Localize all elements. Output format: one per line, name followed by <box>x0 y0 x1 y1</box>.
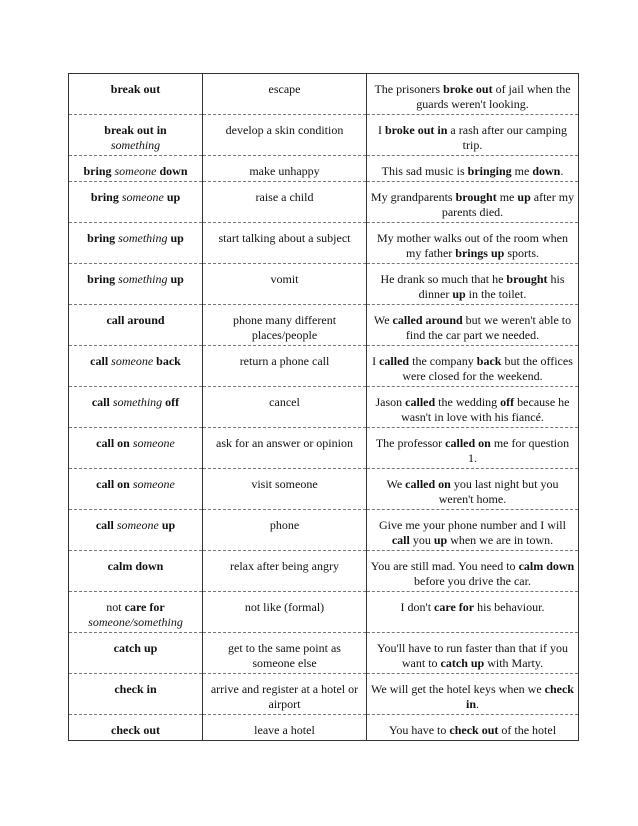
meaning-text: vomit <box>270 272 299 286</box>
object-placeholder: something <box>110 138 161 152</box>
table-row <box>69 264 579 305</box>
example-text: with Marty. <box>484 656 544 670</box>
phrasal-verb-cell <box>69 115 203 156</box>
example-highlight: brings up <box>455 246 505 260</box>
object-placeholder: something <box>118 231 168 245</box>
verb-part: call <box>95 518 117 532</box>
phrasal-verb-cell <box>69 633 203 674</box>
phrasal-verb-cell <box>69 387 203 428</box>
verb-part: call around <box>106 313 165 327</box>
example-cell <box>367 156 579 182</box>
verb-part: care for <box>124 600 165 614</box>
meaning-text: start talking about a subject <box>218 231 351 245</box>
example-cell <box>367 264 579 305</box>
example-highlight: called around <box>392 313 463 327</box>
meaning-cell <box>203 715 367 741</box>
example-text: I <box>377 123 385 137</box>
example-text: the company <box>409 354 477 368</box>
verb-part: call <box>90 354 112 368</box>
example-text: sports. <box>504 246 539 260</box>
example-cell <box>367 551 579 592</box>
object-placeholder: someone <box>114 164 157 178</box>
meaning-cell <box>203 469 367 510</box>
object-placeholder: something <box>112 395 163 409</box>
table-row <box>69 387 579 428</box>
example-highlight: broke out in <box>384 123 448 137</box>
example-text: a rash after our camping trip. <box>447 123 568 152</box>
example-text: The professor <box>375 436 446 450</box>
example-cell <box>367 74 579 115</box>
example-highlight: call <box>391 533 410 547</box>
table-body <box>69 74 579 741</box>
table-row <box>69 633 579 674</box>
verb-part: bring <box>87 272 119 286</box>
example-highlight: brought <box>506 272 548 286</box>
phrasal-verb-cell <box>69 469 203 510</box>
meaning-cell <box>203 633 367 674</box>
phrasal-verb-cell <box>69 305 203 346</box>
example-highlight: up <box>452 287 466 301</box>
meaning-text: visit someone <box>251 477 318 491</box>
meaning-cell <box>203 387 367 428</box>
example-cell <box>367 510 579 551</box>
meaning-text: not like (formal) <box>244 600 325 614</box>
object-placeholder: someone <box>116 518 159 532</box>
example-text: in the toilet. <box>465 287 527 301</box>
verb-part: check out <box>111 723 160 737</box>
table-row <box>69 674 579 715</box>
example-text: We <box>373 313 393 327</box>
example-text: My mother walks out of the room when my father <box>377 231 568 260</box>
example-text: you last night but you weren't home. <box>438 477 559 506</box>
table-row <box>69 223 579 264</box>
object-placeholder: someone/something <box>88 615 183 629</box>
example-cell <box>367 305 579 346</box>
example-highlight: off <box>500 395 515 409</box>
example-text: his behaviour. <box>474 600 545 614</box>
example-cell <box>367 633 579 674</box>
example-cell <box>367 469 579 510</box>
example-cell <box>367 387 579 428</box>
example-text: Jason <box>375 395 406 409</box>
table-row <box>69 305 579 346</box>
example-cell <box>367 674 579 715</box>
example-highlight: calm down <box>518 559 575 573</box>
meaning-cell <box>203 305 367 346</box>
meaning-text: make unhappy <box>249 164 320 178</box>
meaning-cell <box>203 551 367 592</box>
verb-part: up <box>167 272 184 286</box>
example-cell <box>367 428 579 469</box>
phrasal-verb-cell <box>69 264 203 305</box>
example-highlight: catch up <box>440 656 485 670</box>
meaning-cell <box>203 510 367 551</box>
verb-part: check in <box>114 682 157 696</box>
table-row <box>69 469 579 510</box>
example-text: of jail when the guards weren't looking. <box>416 82 571 111</box>
example-highlight: called on <box>405 477 451 491</box>
phrasal-verb-cell <box>69 592 203 633</box>
example-text: . <box>560 164 564 178</box>
example-text: but we weren't able to find the car part we needed. <box>405 313 572 342</box>
verb-part: off <box>162 395 180 409</box>
example-text: when we are in town. <box>447 533 554 547</box>
phrasal-verb-cell <box>69 156 203 182</box>
meaning-text: return a phone call <box>239 354 330 368</box>
example-text: We <box>386 477 406 491</box>
example-text: of the hotel <box>498 723 557 737</box>
verb-part: down <box>156 164 188 178</box>
example-text: you <box>409 533 434 547</box>
example-text: I don't <box>400 600 435 614</box>
table-row <box>69 156 579 182</box>
object-placeholder: someone <box>121 190 164 204</box>
example-cell <box>367 592 579 633</box>
verb-part: call <box>91 395 113 409</box>
verb-part: up <box>163 190 181 204</box>
meaning-text: relax after being angry <box>230 559 339 573</box>
meaning-text: develop a skin condition <box>225 123 344 137</box>
meaning-text: ask for an answer or opinion <box>216 436 353 450</box>
meaning-text: arrive and register at a hotel or airport <box>210 682 359 711</box>
example-text: me <box>511 164 533 178</box>
example-text: me for question 1. <box>468 436 570 465</box>
table-row <box>69 115 579 156</box>
verb-part: bring <box>87 231 119 245</box>
phrasal-verb-cell <box>69 74 203 115</box>
table-row <box>69 715 579 741</box>
example-text: He drank so much that he <box>380 272 507 286</box>
example-text: We will get the hotel keys when we <box>371 682 545 696</box>
example-text: but the offices were closed for the weekend. <box>402 354 573 383</box>
phrasal-verb-cell <box>69 223 203 264</box>
example-highlight: up <box>433 533 448 547</box>
meaning-cell <box>203 264 367 305</box>
table-row <box>69 346 579 387</box>
meaning-cell <box>203 592 367 633</box>
verb-part: bring <box>83 164 115 178</box>
meaning-cell <box>203 182 367 223</box>
meaning-text: raise a child <box>255 190 314 204</box>
example-highlight: broke out <box>443 82 493 96</box>
example-cell <box>367 182 579 223</box>
phrasal-verb-cell <box>69 510 203 551</box>
example-text: me <box>496 190 518 204</box>
meaning-text: phone many different places/people <box>232 313 337 342</box>
meaning-text: get to the same point as someone else <box>228 641 341 670</box>
example-text: . <box>476 697 479 711</box>
example-text: My grandparents <box>370 190 456 204</box>
phrasal-verb-cell <box>69 674 203 715</box>
table-row <box>69 510 579 551</box>
example-text: Give me your phone number and I will <box>379 518 566 532</box>
meaning-cell <box>203 428 367 469</box>
phrasal-verb-cell <box>69 715 203 741</box>
example-text: before you drive the car. <box>414 574 531 588</box>
verb-part: up <box>167 231 184 245</box>
verb-part: bring <box>90 190 122 204</box>
table-row <box>69 551 579 592</box>
example-text: because he wasn't in love with his fiancé. <box>401 395 570 424</box>
example-text: This sad music is <box>381 164 468 178</box>
example-text: You are still mad. You need to <box>370 559 519 573</box>
example-highlight: brought <box>455 190 497 204</box>
example-cell <box>367 223 579 264</box>
table-row <box>69 428 579 469</box>
example-text: after my parents died. <box>441 190 575 219</box>
meaning-cell <box>203 115 367 156</box>
example-highlight: back <box>476 354 502 368</box>
verb-part: up <box>158 518 176 532</box>
example-text: I <box>372 354 380 368</box>
object-placeholder: someone <box>132 477 175 491</box>
verb-part: calm down <box>107 559 164 573</box>
verb-part: not <box>106 600 125 614</box>
table-row <box>69 182 579 223</box>
phrasal-verb-cell <box>69 428 203 469</box>
example-text: The prisoners <box>374 82 444 96</box>
example-cell <box>367 715 579 741</box>
meaning-cell <box>203 74 367 115</box>
example-highlight: called <box>379 354 410 368</box>
phrasal-verb-cell <box>69 551 203 592</box>
verb-part: back <box>153 354 181 368</box>
example-text: his dinner <box>418 272 565 301</box>
phrasal-verb-table <box>68 73 579 741</box>
table-row <box>69 592 579 633</box>
object-placeholder: someone <box>111 354 154 368</box>
verb-part: call on <box>96 436 133 450</box>
example-cell <box>367 346 579 387</box>
meaning-cell <box>203 223 367 264</box>
phrasal-verb-cell <box>69 346 203 387</box>
table-row <box>69 74 579 115</box>
verb-part: break out <box>110 82 161 96</box>
example-highlight: check out <box>449 723 499 737</box>
meaning-cell <box>203 674 367 715</box>
example-highlight: down <box>532 164 561 178</box>
example-highlight: called <box>405 395 436 409</box>
verb-part: catch up <box>113 641 158 655</box>
example-cell <box>367 115 579 156</box>
meaning-text: cancel <box>269 395 300 409</box>
example-highlight: bringing <box>467 164 512 178</box>
meaning-text: leave a hotel <box>254 723 315 737</box>
object-placeholder: something <box>118 272 168 286</box>
verb-part: break out in <box>104 123 167 137</box>
example-text: You'll have to run faster than that if you want to <box>377 641 568 670</box>
meaning-cell <box>203 346 367 387</box>
example-highlight: check in <box>465 682 574 711</box>
example-highlight: called on <box>445 436 491 450</box>
verb-part: call on <box>96 477 133 491</box>
phrasal-verb-cell <box>69 182 203 223</box>
meaning-text: escape <box>268 82 301 96</box>
example-text: the wedding <box>435 395 501 409</box>
meaning-text: phone <box>269 518 300 532</box>
example-text: You have to <box>388 723 450 737</box>
object-placeholder: someone <box>132 436 175 450</box>
example-highlight: care for <box>434 600 475 614</box>
meaning-cell <box>203 156 367 182</box>
example-highlight: up <box>517 190 531 204</box>
